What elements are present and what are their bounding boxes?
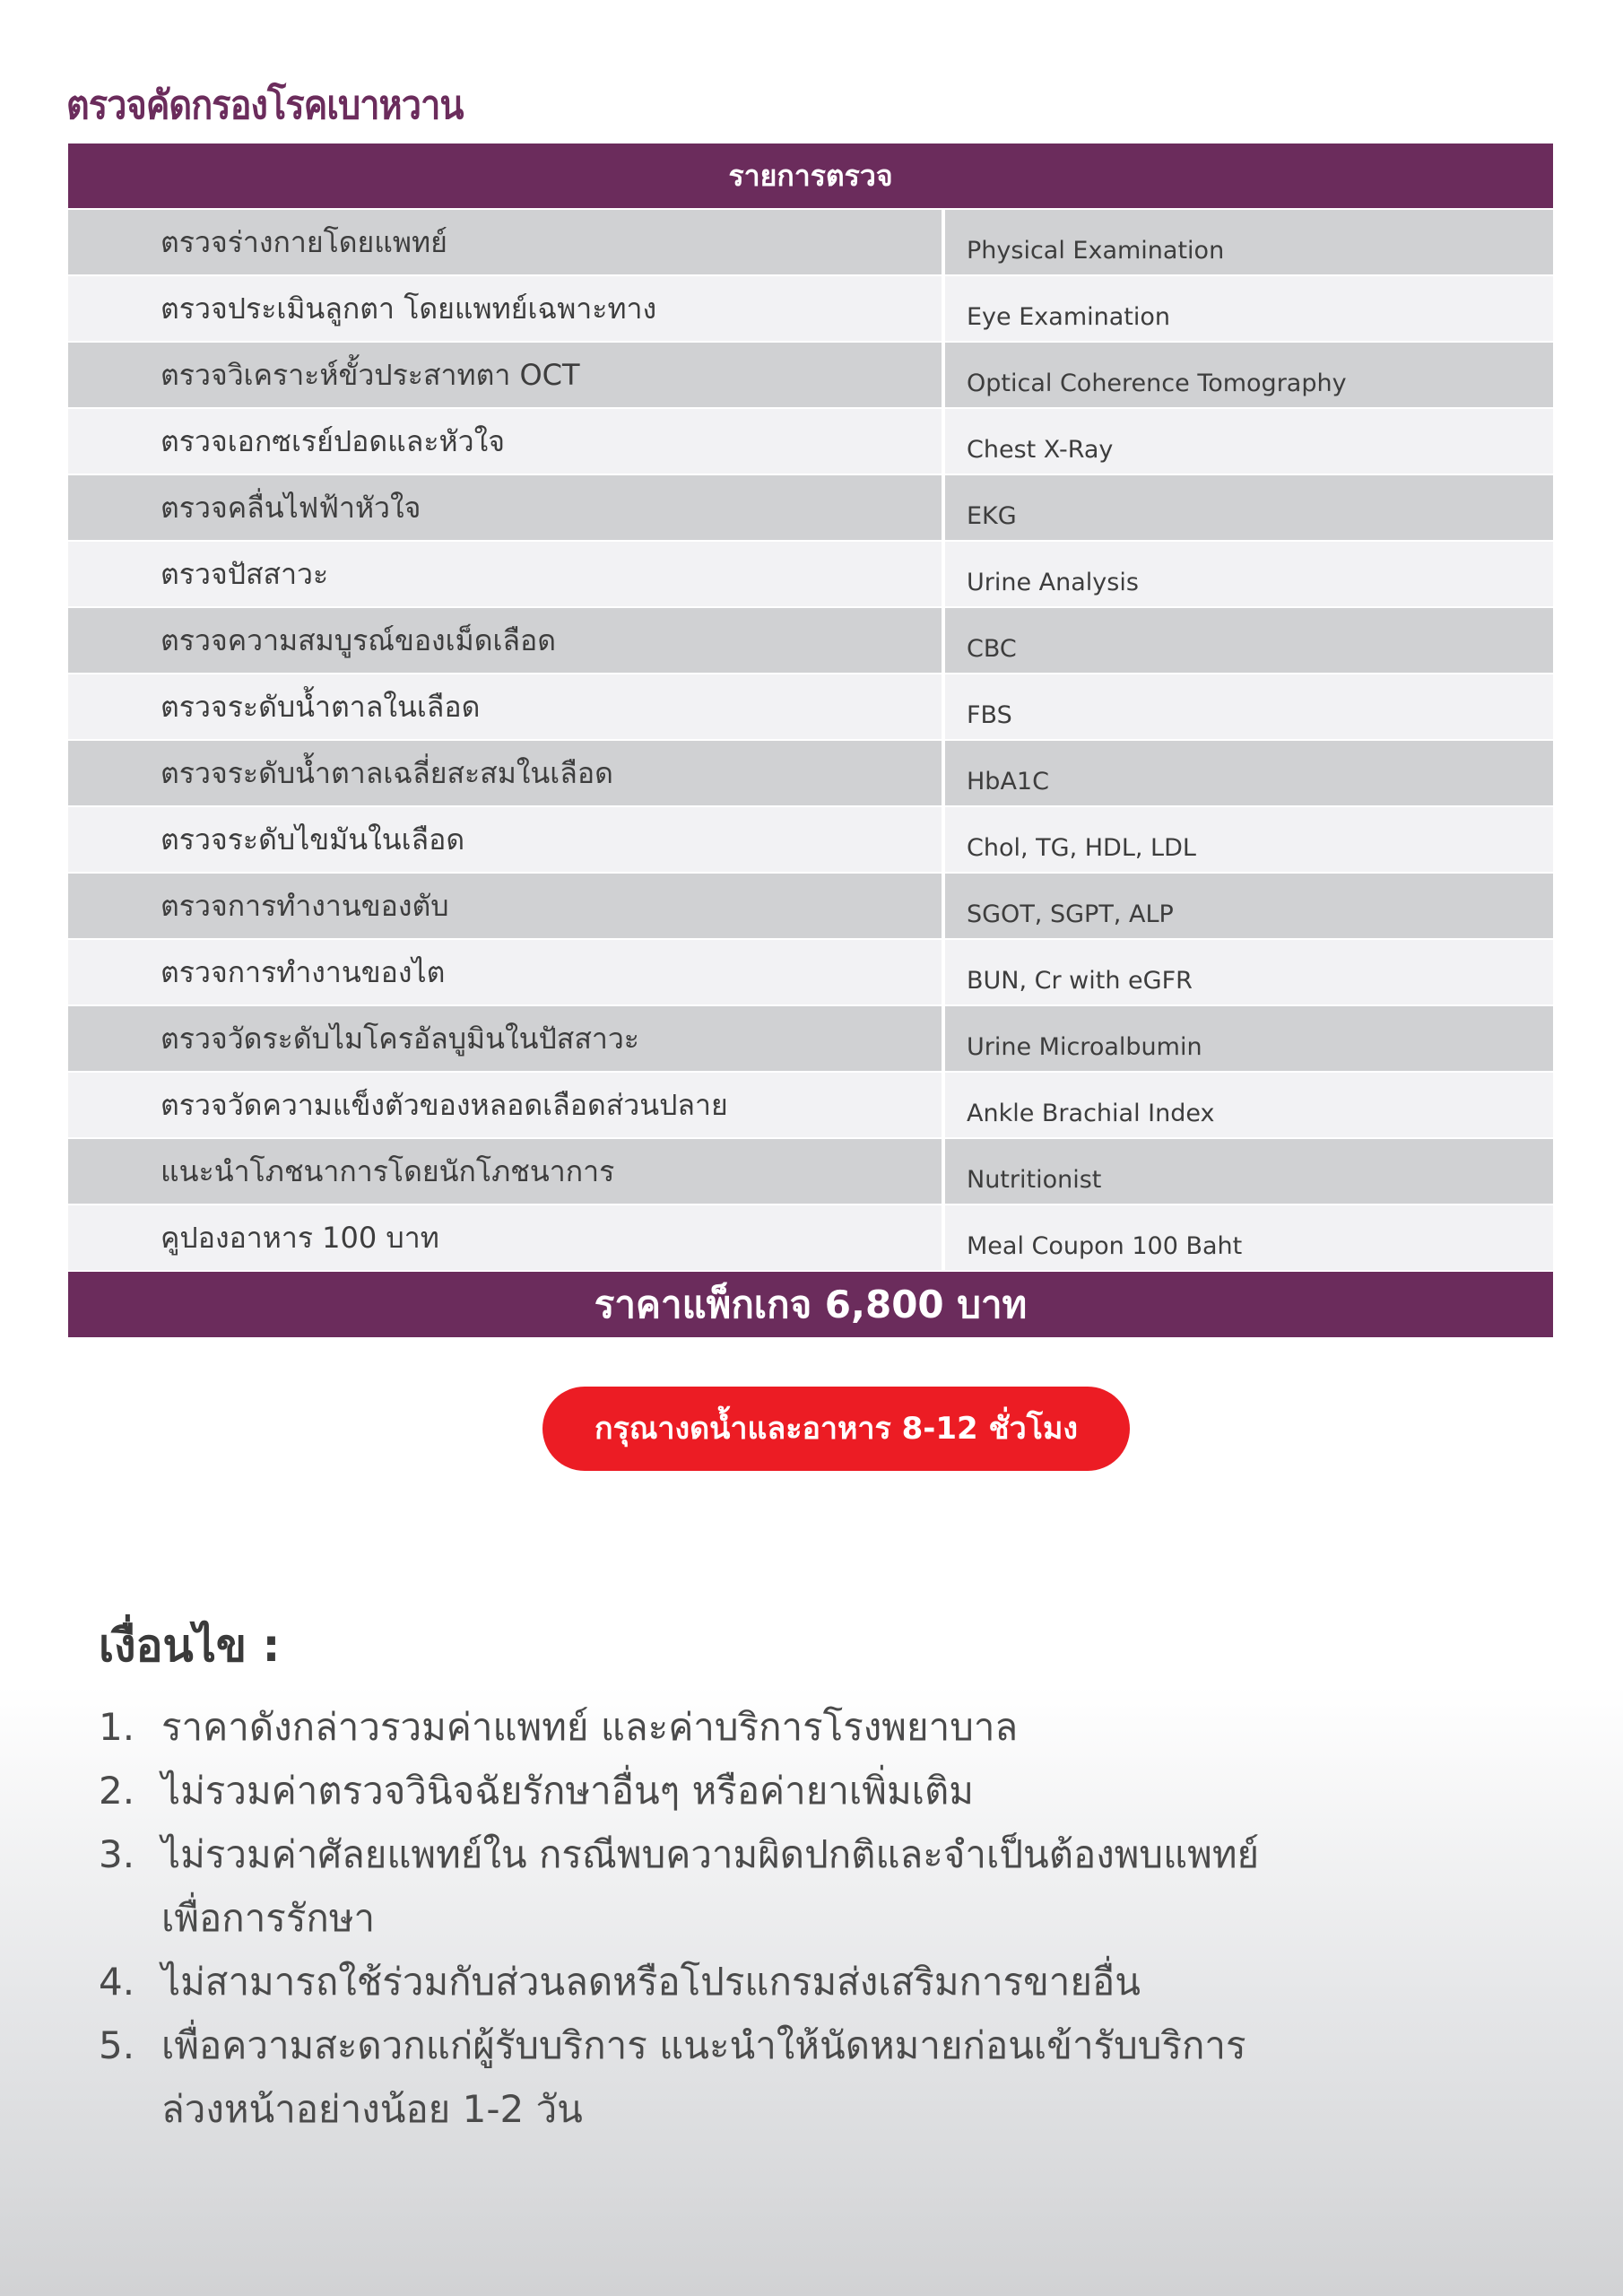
conditions-list (99, 1695, 1533, 2141)
condition-text: ราคาดังกล่าวรวมค่าแพทย์ และค่าบริการโรงพยาบาล (161, 1705, 1019, 1749)
exam-table (68, 144, 1553, 1337)
condition-text: ไม่รวมค่าตรวจวินิจฉัยรักษาอื่นๆ หรือค่ายาเพิ่มเติม (161, 1769, 974, 1813)
table-row (68, 475, 1553, 540)
exam-name-en: Optical Coherence Tomography (945, 343, 1553, 407)
table-row (68, 343, 1553, 407)
exam-name-th: ตรวจวิเคราะห์ขั้วประสาทตา OCT (68, 343, 942, 407)
fasting-notice: กรุณางดน้ำและอาหาร 8-12 ชั่วโมง (542, 1387, 1130, 1471)
exam-name-en: EKG (945, 475, 1553, 540)
table-row (68, 210, 1553, 274)
table-row (68, 940, 1553, 1004)
table-row (68, 874, 1553, 938)
exam-name-en: BUN, Cr with eGFR (945, 940, 1553, 1004)
exam-name-en: CBC (945, 608, 1553, 673)
table-row (68, 1205, 1553, 1270)
exam-name-th: ตรวจระดับน้ำตาลในเลือด (68, 674, 942, 739)
condition-number: 1. (99, 1705, 135, 1749)
exam-name-th: ตรวจคลื่นไฟฟ้าหัวใจ (68, 475, 942, 540)
exam-name-th: ตรวจร่างกายโดยแพทย์ (68, 210, 942, 274)
condition-item (99, 1822, 1533, 1950)
conditions-title: เงื่อนไข : (99, 1620, 281, 1672)
condition-item (99, 1759, 1533, 1822)
exam-name-th: แนะนำโภชนาการโดยนักโภชนาการ (68, 1139, 942, 1204)
exam-name-en: Urine Microalbumin (945, 1006, 1553, 1071)
package-price: ราคาแพ็กเกจ 6,800 บาท (68, 1272, 1553, 1337)
exam-name-th: ตรวจการทำงานของไต (68, 940, 942, 1004)
table-row (68, 674, 1553, 739)
condition-item (99, 1695, 1533, 1759)
table-header: รายการตรวจ (68, 144, 1553, 208)
table-row (68, 276, 1553, 341)
exam-name-en: Urine Analysis (945, 542, 1553, 606)
condition-text: ไม่รวมค่าศัลยแพทย์ใน กรณีพบความผิดปกติและจำเป็นต้องพบแพทย์ เพื่อการรักษา (161, 1832, 1260, 1940)
exam-name-en: SGOT, SGPT, ALP (945, 874, 1553, 938)
exam-name-th: ตรวจระดับไขมันในเลือด (68, 807, 942, 872)
page-title: ตรวจคัดกรองโรคเบาหวาน (66, 83, 464, 128)
exam-name-th: ตรวจวัดความแข็งตัวของหลอดเลือดส่วนปลาย (68, 1073, 942, 1137)
condition-number: 5. (99, 2023, 135, 2067)
table-row (68, 1139, 1553, 1204)
condition-item (99, 1950, 1533, 2013)
condition-item (99, 2013, 1533, 2141)
exam-name-en: Meal Coupon 100 Baht (945, 1205, 1553, 1270)
condition-number: 4. (99, 1960, 135, 2004)
exam-name-th: ตรวจระดับน้ำตาลเฉลี่ยสะสมในเลือด (68, 741, 942, 805)
exam-name-th: ตรวจประเมินลูกตา โดยแพทย์เฉพาะทาง (68, 276, 942, 341)
table-row (68, 1006, 1553, 1071)
table-row (68, 741, 1553, 805)
exam-name-en: Chol, TG, HDL, LDL (945, 807, 1553, 872)
exam-name-th: ตรวจปัสสาวะ (68, 542, 942, 606)
exam-name-en: HbA1C (945, 741, 1553, 805)
condition-text: เพื่อความสะดวกแก่ผู้รับบริการ แนะนำให้นัดหมายก่อนเข้ารับบริการ ล่วงหน้าอย่างน้อย 1-2 วัน (161, 2023, 1246, 2131)
condition-number: 3. (99, 1832, 135, 1876)
table-row (68, 1073, 1553, 1137)
exam-name-th: ตรวจการทำงานของตับ (68, 874, 942, 938)
exam-name-en: Nutritionist (945, 1139, 1553, 1204)
exam-name-th: คูปองอาหาร 100 บาท (68, 1205, 942, 1270)
exam-name-en: Physical Examination (945, 210, 1553, 274)
exam-name-en: Chest X-Ray (945, 409, 1553, 474)
table-row (68, 542, 1553, 606)
exam-name-th: ตรวจวัดระดับไมโครอัลบูมินในปัสสาวะ (68, 1006, 942, 1071)
table-row (68, 608, 1553, 673)
condition-number: 2. (99, 1769, 135, 1813)
exam-name-en: Eye Examination (945, 276, 1553, 341)
condition-text: ไม่สามารถใช้ร่วมกับส่วนลดหรือโปรแกรมส่งเสริมการขายอื่น (161, 1960, 1141, 2004)
exam-name-th: ตรวจเอกซเรย์ปอดและหัวใจ (68, 409, 942, 474)
table-row (68, 409, 1553, 474)
exam-name-en: Ankle Brachial Index (945, 1073, 1553, 1137)
table-row (68, 807, 1553, 872)
exam-name-th: ตรวจความสมบูรณ์ของเม็ดเลือด (68, 608, 942, 673)
exam-name-en: FBS (945, 674, 1553, 739)
